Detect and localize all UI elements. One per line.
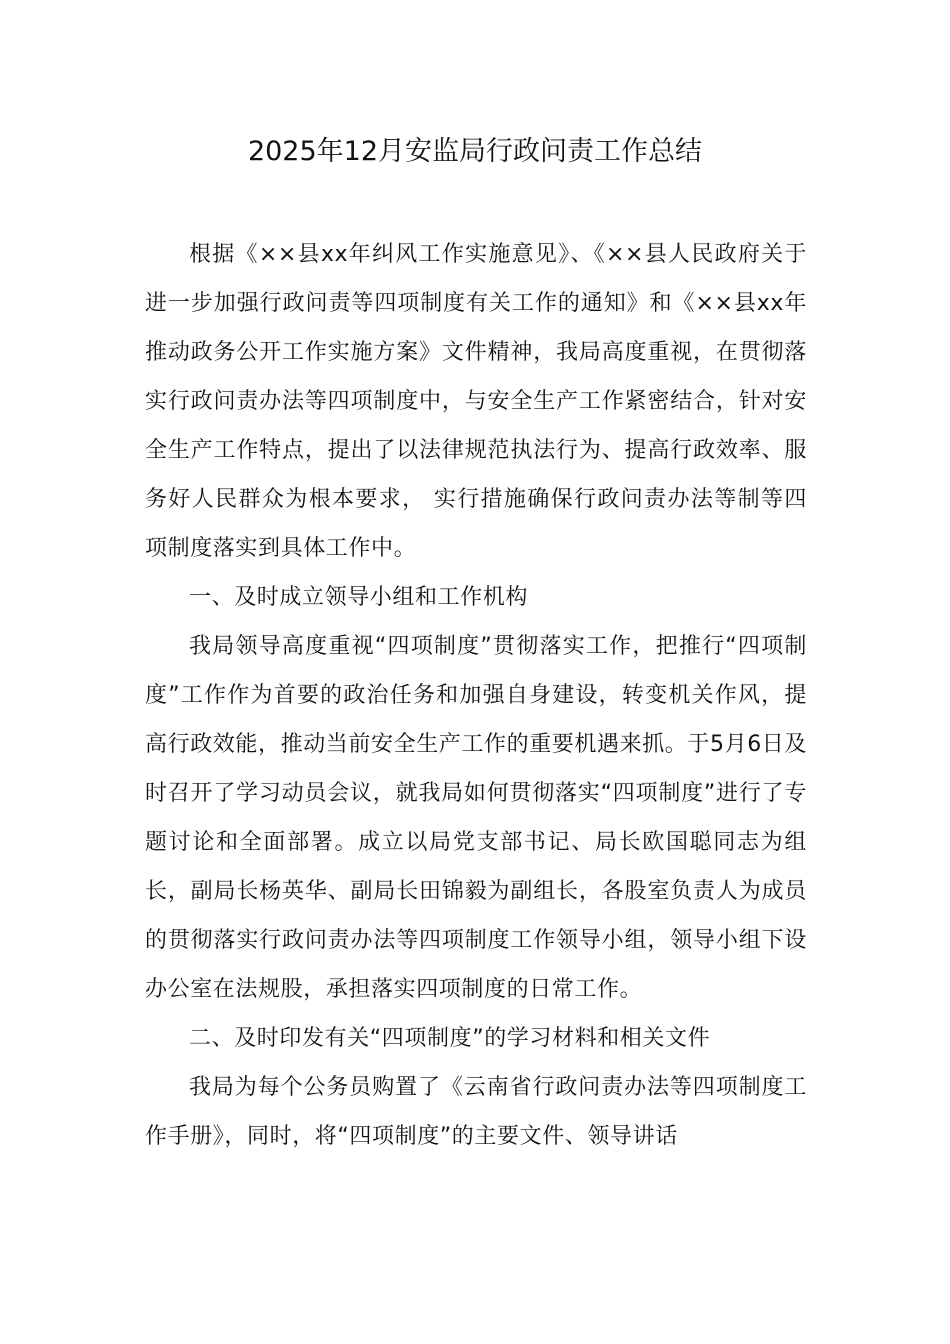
document-title: 2025年12月安监局行政问责工作总结 [247,136,703,167]
section-1-paragraph: 我局领导高度重视“四项制度”贯彻落实工作，把推行“四项制度”工作作为首要的政治任务和加强自身建设，转变机关作风，提高行政效能，推动当前安全生产工作的重要机遇来抓。于5月6日及时召开了学习动员会议，就我局如何贯彻落实“四项制度”进行了专题讨论和全面部署。成立以局党支部书记、局长欧国聪同志为组长，副局长杨英华、副局长田锦毅为副组长，各股室负责人为成员的贯彻落实行政问责办法等四项制度工作领导小组，领导小组下设办公室在法规股，承担落实四项制度的日常工作。 [145,634,807,1002]
section-heading-1: 一、及时成立领导小组和工作机构 [189,585,529,610]
section-heading-2: 二、及时印发有关“四项制度”的学习材料和相关文件 [189,1026,711,1051]
document-body [145,230,807,1161]
section-2-paragraph: 我局为每个公务员购置了《云南省行政问责办法等四项制度工作手册》，同时，将“四项制度”的主要文件、领导讲话 [145,1075,807,1149]
intro-paragraph: 根据《××县xx年纠风工作实施意见》、《××县人民政府关于进一步加强行政问责等四项制度有关工作的通知》和《××县xx年推动政务公开工作实施方案》文件精神，我局高度重视，在贯彻落实行政问责办法等四项制度中，与安全生产工作紧密结合，针对安全生产工作特点，提出了以法律规范执法行为、提高行政效率、服务好人民群众为根本要求， 实行措施确保行政问责办法等制等四项制度落实到具体工作中。 [145,242,807,561]
